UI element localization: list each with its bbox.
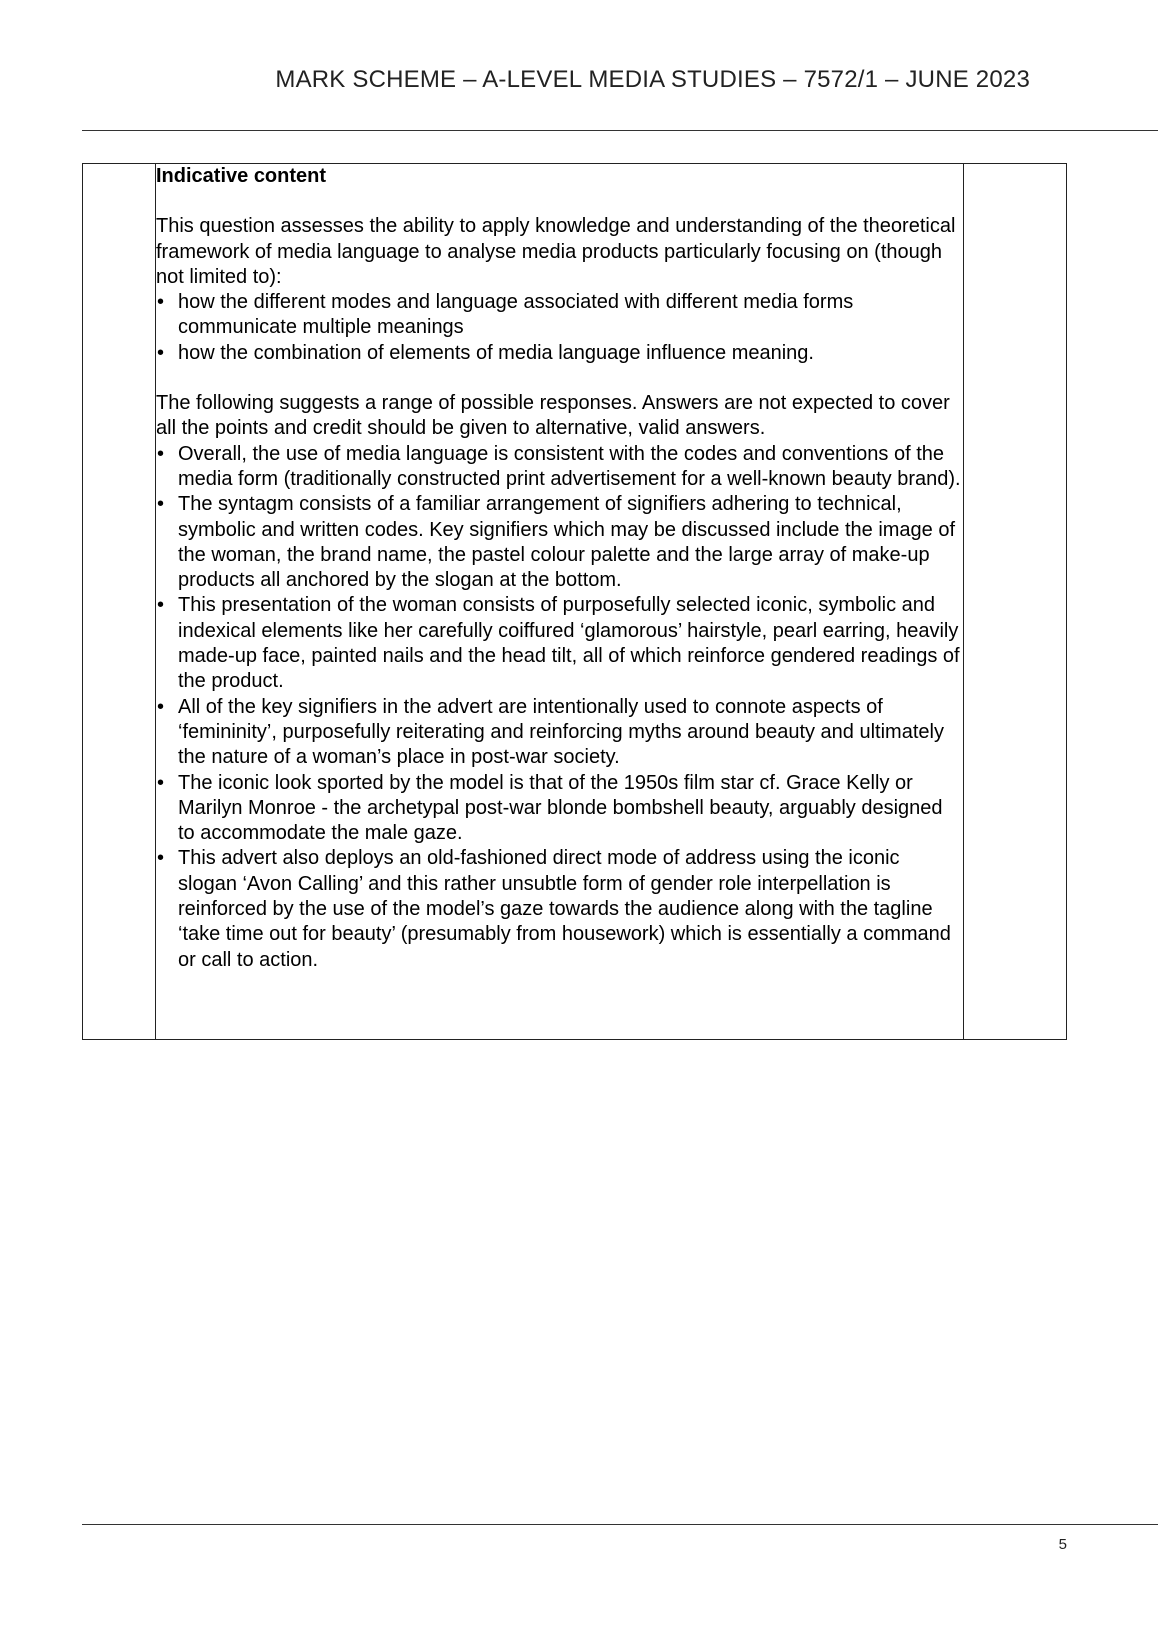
page-number: 5 bbox=[1058, 1536, 1067, 1553]
question-column bbox=[83, 164, 156, 1040]
bullet-icon: • bbox=[157, 341, 165, 364]
page-header-title: MARK SCHEME – A-LEVEL MEDIA STUDIES – 7572/1 – JUNE 2023 bbox=[275, 66, 1030, 93]
list-item: • The iconic look sported by the model is that of the 1950s film star cf. Grace Kelly or Marilyn Monroe - the archetypal post-war blonde bombshell beauty, arguably designed to accommodate the male gaze. bbox=[157, 771, 943, 845]
bullet-icon: • bbox=[157, 771, 165, 794]
focus-points-list bbox=[156, 290, 963, 366]
responses-list bbox=[156, 442, 963, 973]
list-item: • This advert also deploys an old-fashioned direct mode of address using the iconic slogan ‘Avon Calling’ and this rather unsubtle form of gender role interpellation is reinforced by the use of the model’s gaze towards the audience along with the tagline ‘take time out for beauty’ (presumably from housework) which is essentially a command or call to action. bbox=[157, 847, 951, 971]
header-rule bbox=[82, 130, 1158, 131]
suggestion-paragraph: The following suggests a range of possible responses. Answers are not expected to cover all the points and credit should be given to alternative, valid answers. bbox=[156, 392, 950, 440]
list-item: • All of the key signifiers in the advert are intentionally used to connote aspects of ‘femininity’, purposefully reiterating and reinforcing myths around beauty and ultimately the nature of a woman’s place in post-war society. bbox=[157, 695, 944, 769]
bullet-icon: • bbox=[157, 493, 165, 516]
bullet-icon: • bbox=[157, 695, 165, 718]
bullet-icon: • bbox=[157, 594, 165, 617]
list-item: • The syntagm consists of a familiar arrangement of signifiers adhering to technical, symbolic and written codes. Key signifiers which may be discussed include the image of the woman, the brand name, the pastel colour palette and the large array of make-up products all anchored by the slogan at the bottom. bbox=[157, 493, 956, 592]
bullet-icon: • bbox=[157, 442, 165, 465]
list-item: • Overall, the use of media language is consistent with the codes and conventions of the media form (traditionally constructed print advertisement for a well-known beauty brand). bbox=[157, 442, 961, 490]
list-item: • This presentation of the woman consists of purposefully selected iconic, symbolic and indexical elements like her carefully coiffured ‘glamorous’ hairstyle, pearl earring, heavily made-up face, painted nails and the head tilt, all of which reinforce gendered readings of the product. bbox=[157, 594, 960, 693]
footer-rule bbox=[82, 1524, 1158, 1525]
marks-column bbox=[964, 164, 1067, 1040]
bullet-icon: • bbox=[157, 291, 165, 314]
bullet-icon: • bbox=[157, 847, 165, 870]
intro-paragraph: This question assesses the ability to apply knowledge and understanding of the theoretical framework of media language to analyse media products particularly focusing on (though not limited to): bbox=[156, 215, 956, 288]
list-item: • how the combination of elements of media language influence meaning. bbox=[156, 341, 963, 366]
content-column bbox=[156, 164, 964, 1040]
list-item: • how the different modes and language associated with different media forms communicate multiple meanings bbox=[157, 291, 854, 339]
mark-scheme-table bbox=[82, 163, 1067, 1040]
indicative-content-heading: Indicative content bbox=[156, 165, 327, 187]
